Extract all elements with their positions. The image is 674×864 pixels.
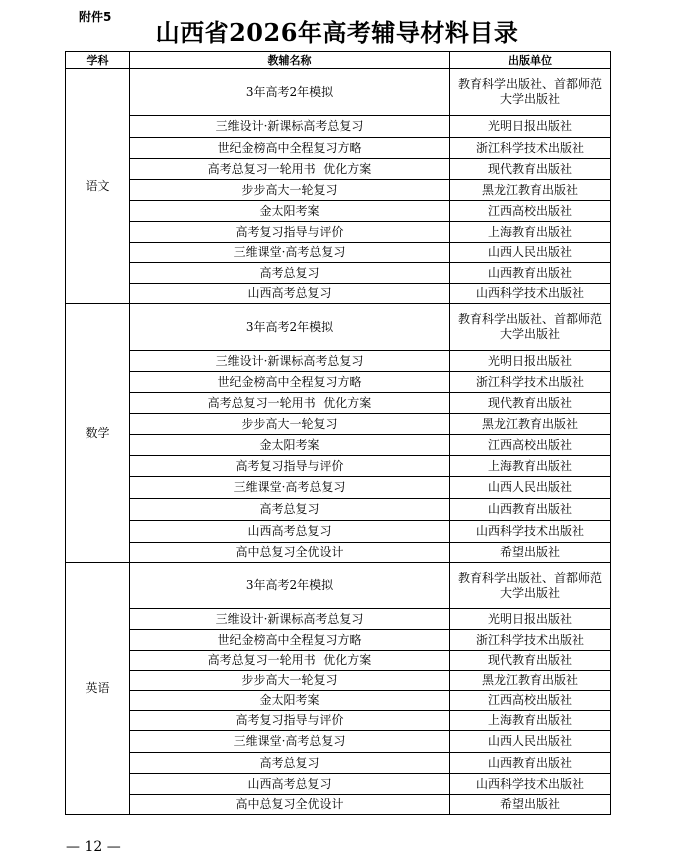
table-row — [66, 201, 611, 222]
publisher-cell: 教育科学出版社、首都师范大学出版社 — [450, 304, 611, 351]
table-row — [66, 180, 611, 201]
material-name-cell: 世纪金榜高中全程复习方略 — [130, 138, 450, 159]
table-row — [66, 651, 611, 671]
table-row — [66, 795, 611, 815]
table-row — [66, 284, 611, 304]
publisher-cell: 希望出版社 — [450, 795, 611, 815]
header-subject: 学科 — [66, 52, 130, 69]
material-name-cell: 三维设计·新课标高考总复习 — [130, 116, 450, 138]
publisher-cell: 黑龙江教育出版社 — [450, 414, 611, 435]
material-name-cell: 三维课堂·高考总复习 — [130, 477, 450, 499]
table-row — [66, 630, 611, 651]
publisher-cell: 山西教育出版社 — [450, 753, 611, 774]
subject-cell: 数学 — [66, 304, 130, 563]
table-body — [66, 69, 611, 815]
publisher-cell: 上海教育出版社 — [450, 456, 611, 477]
material-name-cell: 高考复习指导与评价 — [130, 711, 450, 731]
table-row — [66, 351, 611, 372]
attachment-label: 附件5 — [79, 10, 112, 24]
material-name-cell: 三维设计·新课标高考总复习 — [130, 351, 450, 372]
material-name-cell: 三维设计·新课标高考总复习 — [130, 609, 450, 630]
table-row — [66, 753, 611, 774]
material-name-cell: 3年高考2年模拟 — [130, 563, 450, 609]
publisher-cell: 光明日报出版社 — [450, 609, 611, 630]
publisher-cell: 山西科学技术出版社 — [450, 521, 611, 543]
material-name-cell: 步步高大一轮复习 — [130, 180, 450, 201]
subject-cell: 语文 — [66, 69, 130, 304]
publisher-cell: 希望出版社 — [450, 543, 611, 563]
publisher-cell: 山西人民出版社 — [450, 731, 611, 753]
publisher-cell: 教育科学出版社、首都师范大学出版社 — [450, 69, 611, 116]
publisher-cell: 黑龙江教育出版社 — [450, 180, 611, 201]
material-name-cell: 步步高大一轮复习 — [130, 414, 450, 435]
publisher-cell: 江西高校出版社 — [450, 435, 611, 456]
publisher-cell: 山西人民出版社 — [450, 477, 611, 499]
publisher-cell: 浙江科学技术出版社 — [450, 138, 611, 159]
material-name-cell: 三维课堂·高考总复习 — [130, 731, 450, 753]
material-name-cell: 高考总复习 — [130, 753, 450, 774]
subject-cell: 英语 — [66, 563, 130, 815]
header-publisher: 出版单位 — [450, 52, 611, 69]
table-header-row — [66, 52, 611, 69]
table-row — [66, 563, 611, 609]
document-title: 山西省2026年高考辅导材料目录 — [155, 18, 519, 47]
material-name-cell: 高中总复习全优设计 — [130, 795, 450, 815]
material-name-cell: 金太阳考案 — [130, 201, 450, 222]
table-row — [66, 521, 611, 543]
publisher-cell: 江西高校出版社 — [450, 201, 611, 222]
material-name-cell: 山西高考总复习 — [130, 284, 450, 304]
table-row — [66, 69, 611, 116]
table-row — [66, 774, 611, 795]
table-row — [66, 263, 611, 284]
table-row — [66, 711, 611, 731]
material-name-cell: 世纪金榜高中全程复习方略 — [130, 372, 450, 393]
publisher-cell: 上海教育出版社 — [450, 222, 611, 243]
table-row — [66, 731, 611, 753]
publisher-cell: 山西科学技术出版社 — [450, 774, 611, 795]
material-name-cell: 高考总复习一轮用书 优化方案 — [130, 159, 450, 180]
publisher-cell: 浙江科学技术出版社 — [450, 630, 611, 651]
table-row — [66, 543, 611, 563]
publisher-cell: 江西高校出版社 — [450, 691, 611, 711]
material-name-cell: 三维课堂·高考总复习 — [130, 243, 450, 263]
material-name-cell: 高考复习指导与评价 — [130, 456, 450, 477]
publisher-cell: 山西科学技术出版社 — [450, 284, 611, 304]
page-number: — 12 — — [66, 839, 121, 855]
publisher-cell: 黑龙江教育出版社 — [450, 671, 611, 691]
table-row — [66, 222, 611, 243]
publisher-cell: 现代教育出版社 — [450, 159, 611, 180]
table-row — [66, 609, 611, 630]
publisher-cell: 现代教育出版社 — [450, 651, 611, 671]
material-name-cell: 高考总复习 — [130, 499, 450, 521]
material-name-cell: 高中总复习全优设计 — [130, 543, 450, 563]
table-row — [66, 671, 611, 691]
materials-table — [65, 51, 611, 815]
table-row — [66, 372, 611, 393]
table-row — [66, 691, 611, 711]
material-name-cell: 3年高考2年模拟 — [130, 69, 450, 116]
publisher-cell: 山西人民出版社 — [450, 243, 611, 263]
material-name-cell: 金太阳考案 — [130, 691, 450, 711]
table-row — [66, 304, 611, 351]
table-row — [66, 414, 611, 435]
material-name-cell: 山西高考总复习 — [130, 521, 450, 543]
material-name-cell: 高考总复习 — [130, 263, 450, 284]
material-name-cell: 高考总复习一轮用书 优化方案 — [130, 393, 450, 414]
material-name-cell: 3年高考2年模拟 — [130, 304, 450, 351]
publisher-cell: 光明日报出版社 — [450, 351, 611, 372]
table-row — [66, 393, 611, 414]
material-name-cell: 世纪金榜高中全程复习方略 — [130, 630, 450, 651]
table-row — [66, 243, 611, 263]
publisher-cell: 山西教育出版社 — [450, 263, 611, 284]
table-row — [66, 159, 611, 180]
material-name-cell: 高考复习指导与评价 — [130, 222, 450, 243]
publisher-cell: 教育科学出版社、首都师范大学出版社 — [450, 563, 611, 609]
publisher-cell: 山西教育出版社 — [450, 499, 611, 521]
table-row — [66, 138, 611, 159]
table-row — [66, 116, 611, 138]
publisher-cell: 现代教育出版社 — [450, 393, 611, 414]
table-row — [66, 477, 611, 499]
material-name-cell: 步步高大一轮复习 — [130, 671, 450, 691]
table-row — [66, 435, 611, 456]
material-name-cell: 高考总复习一轮用书 优化方案 — [130, 651, 450, 671]
material-name-cell: 山西高考总复习 — [130, 774, 450, 795]
publisher-cell: 光明日报出版社 — [450, 116, 611, 138]
header-name: 教辅名称 — [130, 52, 450, 69]
table-row — [66, 499, 611, 521]
publisher-cell: 浙江科学技术出版社 — [450, 372, 611, 393]
material-name-cell: 金太阳考案 — [130, 435, 450, 456]
table-row — [66, 456, 611, 477]
publisher-cell: 上海教育出版社 — [450, 711, 611, 731]
